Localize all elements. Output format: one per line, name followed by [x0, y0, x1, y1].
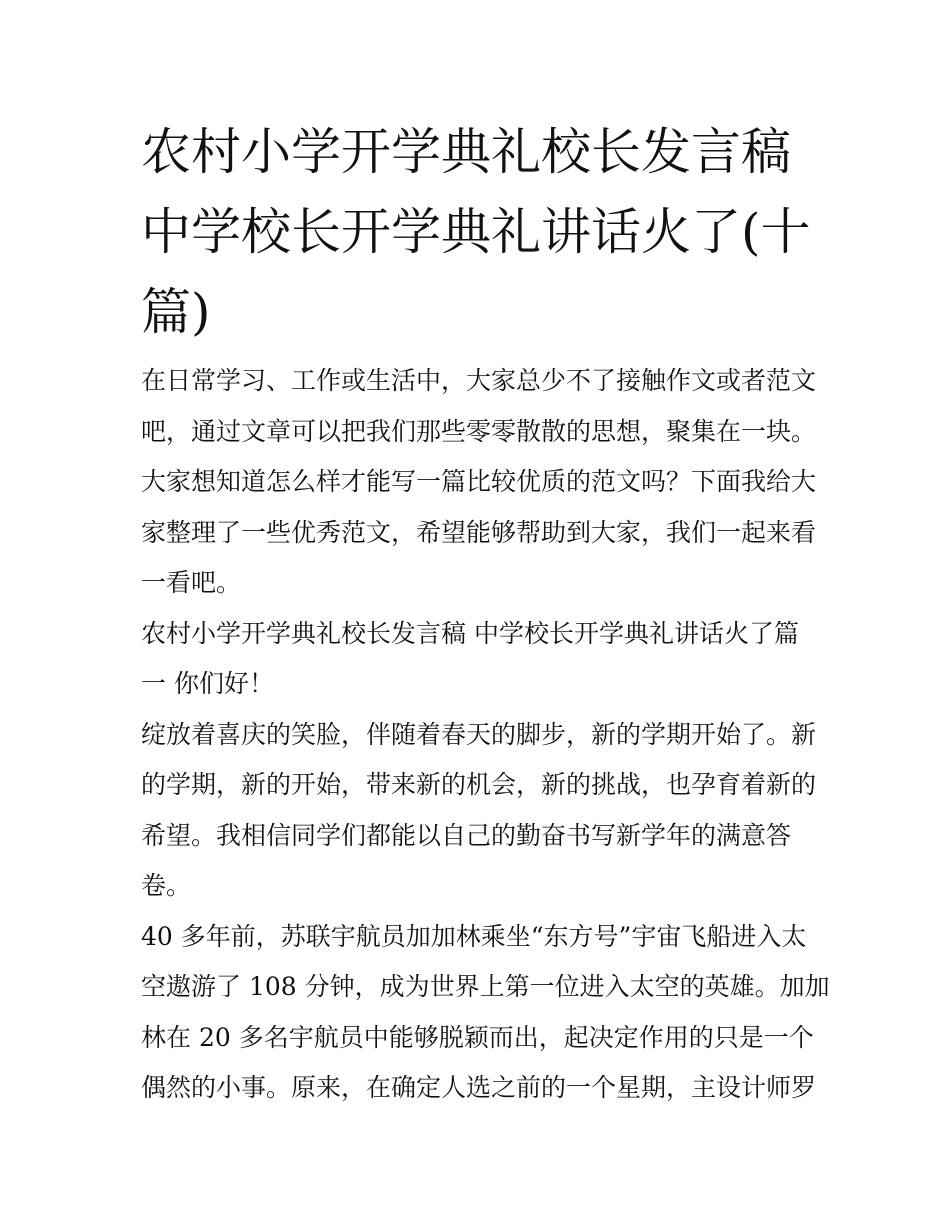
text-line: 农村小学开学典礼校长发言稿 中学校长开学典礼讲话火了篇 [141, 618, 799, 648]
intro-paragraph [141, 356, 821, 609]
text-line: 希望。我相信同学们都能以自己的勤奋书写新学年的满意答 [141, 820, 792, 850]
text-line: 家整理了一些优秀范文，希望能够帮助到大家，我们一起来看 [141, 517, 817, 547]
document-title [141, 112, 821, 352]
title-line: 农村小学开学典礼校长发言稿 [141, 123, 791, 181]
body-paragraph [141, 710, 821, 912]
title-line: 中学校长开学典礼讲话火了(十 [141, 203, 811, 261]
text-line: 空遨游了 108 分钟，成为世界上第一位进入太空的英雄。加加 [141, 972, 830, 1001]
section-heading-paragraph [141, 609, 821, 710]
text-line: 林在 20 多名宇航员中能够脱颖而出，起决定作用的只是一个 [141, 1022, 814, 1052]
title-line: 篇) [141, 283, 211, 341]
text-line: 在日常学习、工作或生活中，大家总少不了接触作文或者范文 [141, 366, 817, 395]
text-line: 40 多年前，苏联宇航员加加林乘坐“东方号”宇宙飞船进入太 [141, 921, 807, 951]
text-line: 一看吧。 [141, 568, 242, 597]
text-line: 偶然的小事。原来，在确定人选之前的一个星期，主设计师罗 [141, 1073, 817, 1102]
text-line: 大家想知道怎么样才能写一篇比较优质的范文吗？下面我给大 [141, 467, 817, 496]
text-line: 的学期，新的开始，带来新的机会，新的挑战，也孕育着新的 [141, 770, 817, 799]
text-line: 一 你们好！ [141, 669, 274, 698]
body-paragraph [141, 912, 830, 1114]
document-body [141, 356, 830, 1114]
text-line: 卷。 [141, 871, 192, 900]
text-line: 绽放着喜庆的笑脸，伴随着春天的脚步，新的学期开始了。新 [141, 719, 817, 749]
text-line: 吧，通过文章可以把我们那些零零散散的思想，聚集在一块。 [141, 416, 817, 446]
